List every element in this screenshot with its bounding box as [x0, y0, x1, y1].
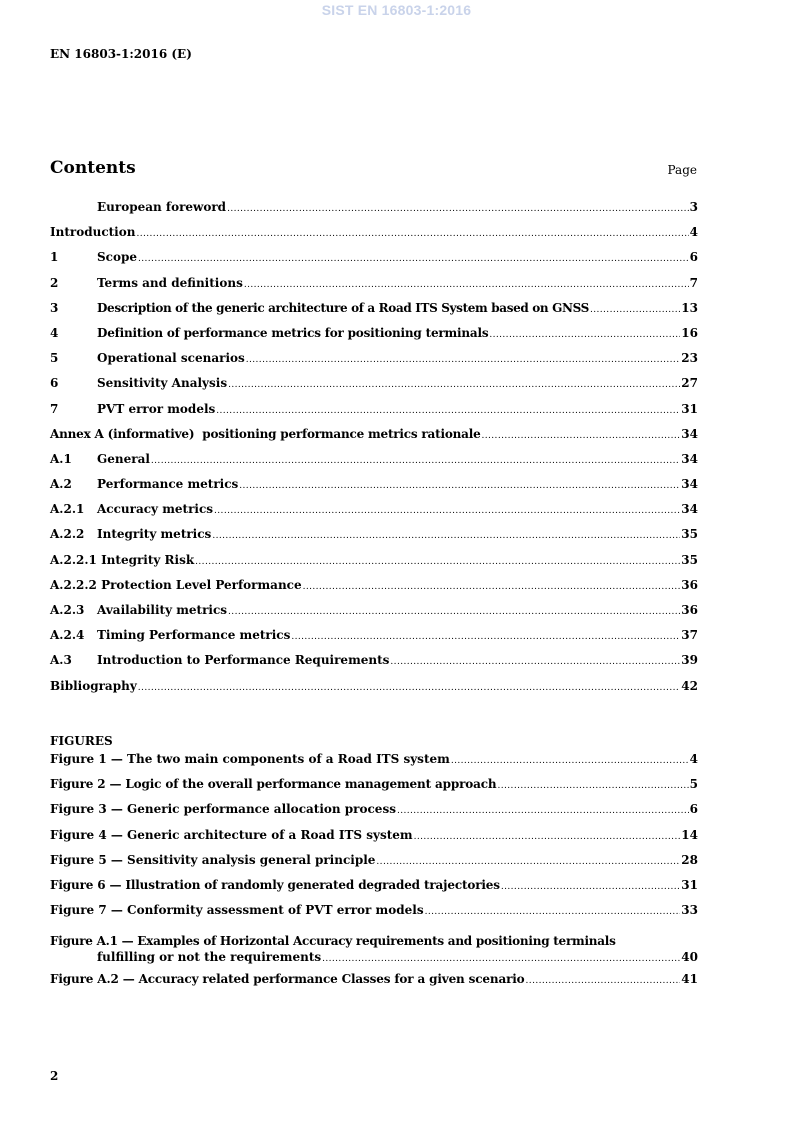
dot-leader — [482, 431, 681, 441]
toc-page: 7 — [689, 275, 698, 290]
dot-leader — [322, 954, 680, 964]
toc-number: A.2.1 — [50, 502, 85, 517]
toc-title: Sensitivity Analysis — [97, 376, 228, 391]
dot-leader — [212, 531, 680, 541]
dot-leader — [425, 907, 681, 917]
toc-entry[interactable] — [50, 200, 698, 225]
toc-number: 7 — [50, 401, 59, 416]
toc-page: 35 — [681, 527, 698, 542]
dot-leader — [498, 781, 689, 791]
dot-leader — [526, 976, 681, 986]
toc-entry[interactable] — [50, 653, 698, 678]
toc-title: General — [97, 451, 150, 466]
figure-entry[interactable] — [50, 903, 698, 928]
toc-page: 31 — [681, 401, 698, 416]
toc-title: PVT error models — [97, 401, 216, 416]
toc-page: 35 — [681, 552, 698, 567]
toc-number: A.2.2 — [50, 527, 85, 542]
list-of-figures — [50, 752, 698, 998]
figure-page: 41 — [681, 972, 698, 987]
toc-entry[interactable] — [50, 225, 698, 250]
toc-page: 27 — [681, 376, 698, 391]
page-column-label: Page — [667, 163, 697, 177]
toc-page: 36 — [681, 603, 698, 617]
dot-leader — [414, 832, 681, 842]
figure-entry[interactable] — [50, 752, 698, 777]
figure-title: Figure 7 — Conformity assessment of PVT error models — [50, 903, 424, 918]
figure-entry[interactable] — [50, 802, 698, 827]
figure-title: Figure 6 — Illustration of randomly generated degraded trajectories — [50, 877, 500, 892]
figure-entry[interactable] — [50, 878, 698, 903]
dot-leader — [216, 406, 680, 416]
toc-entry[interactable] — [50, 301, 698, 326]
toc-title: Annex A (informative) positioning performance metrics rationale — [50, 426, 481, 441]
figure-page: 31 — [681, 877, 698, 892]
toc-entry[interactable] — [50, 376, 698, 401]
dot-leader — [227, 204, 689, 214]
toc-page: 34 — [681, 477, 698, 492]
figure-entry[interactable] — [50, 853, 698, 878]
figure-page: 14 — [681, 827, 698, 842]
toc-number: 6 — [50, 376, 59, 391]
watermark: SIST EN 16803-1:2016 — [321, 2, 472, 18]
figure-title: Figure A.2 — Accuracy related performance Classes for a given scenario — [50, 972, 525, 987]
figure-title: Figure 5 — Sensitivity analysis general principle — [50, 852, 376, 867]
toc-entry[interactable] — [50, 452, 698, 477]
toc-title: Introduction — [50, 225, 136, 240]
toc-entry[interactable] — [50, 578, 698, 603]
dot-leader — [244, 280, 689, 290]
dot-leader — [151, 456, 680, 466]
toc-entry[interactable] — [50, 603, 698, 628]
toc-entry[interactable] — [50, 276, 698, 301]
toc-entry[interactable] — [50, 351, 698, 376]
toc-page: 37 — [681, 628, 698, 643]
dot-leader — [228, 380, 680, 390]
dot-leader — [246, 355, 681, 365]
toc-page: 4 — [689, 225, 698, 240]
toc-title: Performance metrics — [97, 477, 239, 492]
dot-leader — [239, 481, 680, 491]
figure-title: Figure 4 — Generic architecture of a Road ITS system — [50, 827, 413, 842]
toc-page: 13 — [681, 300, 698, 315]
dot-leader — [397, 806, 689, 816]
figure-entry[interactable] — [50, 777, 698, 802]
toc-page: 39 — [681, 653, 698, 668]
toc-number: A.2.3 — [50, 603, 85, 617]
figure-page: 5 — [689, 777, 698, 792]
toc-page: 34 — [681, 426, 698, 441]
toc-title: Accuracy metrics — [97, 502, 214, 517]
toc-entry[interactable] — [50, 502, 698, 527]
dot-leader — [390, 657, 680, 667]
figure-page: 40 — [681, 950, 698, 965]
figures-heading: FIGURES — [50, 734, 113, 748]
toc-number: 1 — [50, 250, 59, 265]
figure-page: 4 — [689, 752, 698, 766]
toc-title: Introduction to Performance Requirements — [97, 653, 390, 668]
toc-entry[interactable] — [50, 477, 698, 502]
dot-leader — [489, 330, 680, 340]
toc-title: European foreword — [97, 200, 227, 214]
toc-page: 34 — [681, 502, 698, 517]
dot-leader — [501, 882, 680, 892]
toc-title: Terms and definitions — [97, 275, 243, 290]
toc-title: Operational scenarios — [97, 351, 245, 366]
toc-entry[interactable] — [50, 402, 698, 427]
toc-page: 6 — [689, 250, 698, 265]
toc-title: Availability metrics — [97, 603, 228, 617]
dot-leader — [303, 582, 681, 592]
dot-leader — [291, 632, 680, 642]
toc-number: 5 — [50, 351, 59, 366]
toc-page: 3 — [689, 200, 698, 214]
toc-number: 4 — [50, 325, 59, 340]
contents-title: Contents — [50, 158, 136, 178]
figure-entry[interactable] — [50, 972, 698, 997]
toc-page: 34 — [681, 451, 698, 466]
toc-title: Bibliography — [50, 678, 137, 693]
toc-number: 3 — [50, 300, 59, 315]
toc-number: A.2.4 — [50, 628, 85, 643]
figure-page: 28 — [681, 852, 698, 867]
toc-page: 42 — [681, 678, 698, 693]
toc-entry[interactable] — [50, 427, 698, 452]
table-of-contents — [50, 200, 698, 704]
figure-entry[interactable] — [50, 828, 698, 853]
dot-leader — [590, 305, 680, 315]
toc-page: 36 — [681, 577, 698, 592]
toc-title: Description of the generic architecture of a Road ITS System based on GNSS — [97, 300, 589, 315]
toc-page: 23 — [681, 351, 698, 366]
toc-title: Scope — [97, 250, 138, 265]
figure-title: Figure A.1 — Examples of Horizontal Accuracy requirements and positioning terminals — [50, 934, 616, 949]
dot-leader — [228, 607, 680, 617]
toc-title: Integrity metrics — [97, 527, 212, 542]
dot-leader — [138, 254, 689, 264]
toc-entry[interactable] — [50, 553, 698, 578]
dot-leader — [136, 229, 688, 239]
toc-page: 16 — [681, 325, 698, 340]
toc-title: A.2.2.1 Integrity Risk — [50, 552, 195, 567]
document-id: EN 16803-1:2016 (E) — [50, 47, 192, 61]
figure-title: Figure 3 — Generic performance allocation process — [50, 802, 396, 817]
toc-number: A.2 — [50, 477, 72, 492]
figure-page: 33 — [681, 903, 698, 918]
toc-number: A.3 — [50, 653, 72, 668]
dot-leader — [214, 506, 680, 516]
toc-entry[interactable] — [50, 527, 698, 552]
toc-title: Definition of performance metrics for positioning terminals — [97, 325, 489, 340]
toc-number: A.1 — [50, 451, 72, 466]
toc-title: A.2.2.2 Protection Level Performance — [50, 577, 302, 592]
toc-entry[interactable] — [50, 326, 698, 351]
figure-title: Figure 1 — The two main components of a Road ITS system — [50, 752, 450, 766]
toc-number: 2 — [50, 275, 59, 290]
toc-title: Timing Performance metrics — [97, 628, 291, 643]
dot-leader — [376, 857, 680, 867]
figure-entry[interactable] — [50, 928, 698, 972]
figure-title: Figure 2 — Logic of the overall performance management approach — [50, 777, 497, 792]
toc-entry[interactable] — [50, 628, 698, 653]
figure-page: 6 — [689, 802, 698, 817]
page-number: 2 — [50, 1069, 59, 1083]
dot-leader — [138, 683, 681, 693]
figure-title-continuation: fulfilling or not the requirements — [97, 950, 322, 965]
toc-entry[interactable] — [50, 679, 698, 704]
dot-leader — [195, 557, 680, 567]
dot-leader — [451, 756, 689, 766]
toc-entry[interactable] — [50, 250, 698, 275]
